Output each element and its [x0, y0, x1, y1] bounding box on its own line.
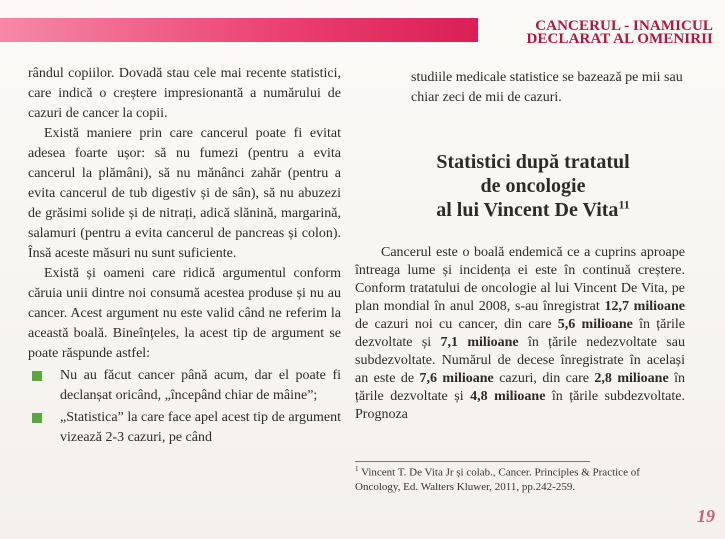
heading-line-3-text: al lui Vincent De Vita [436, 199, 619, 221]
body-text-7: în țările subdezvoltate. Prognoza [355, 389, 686, 422]
header-line-1: CANCERUL - INAMICUL [535, 18, 713, 34]
square-bullet-icon [32, 371, 42, 381]
body-text-4: în țările nedezvoltate sau subdezvoltate. Numărul de decese înregistrate în același an este de [355, 335, 685, 386]
left-paragraph-1: rândul copiilor. Dovadă stau cele mai recente statistici, care indică o creștere impresionantă a numărului de cazuri de cancer la copii. [28, 66, 341, 121]
section-heading [383, 150, 683, 222]
footnote-marker: 1 [355, 465, 359, 473]
right-column [355, 68, 685, 424]
running-header [483, 20, 713, 46]
heading-line-2: de oncologie [480, 175, 586, 197]
right-intro-text: studiile medicale statistice se bazează pe mii sau chiar zeci de mii de cazuri. [411, 70, 683, 105]
bullet-text-1: Nu au făcut cancer până acum, dar el poate fi declanșat oricând, „începând chiar de mâine”; [60, 368, 341, 403]
header-line-2: DECLARAT AL OMENIRII [526, 31, 713, 47]
body-text-3: în țările dezvoltate și [355, 317, 685, 350]
bold-value-3: 7,1 milioane [440, 335, 519, 350]
right-body-paragraph [355, 244, 685, 424]
bold-value-5: 2,8 milioane [594, 371, 669, 386]
heading-footnote-ref: 11 [618, 197, 630, 212]
heading-line-1: Statistici după tratatul [436, 151, 630, 173]
bullet-item-2 [28, 408, 341, 448]
bold-value-1: 12,7 milioane [604, 299, 685, 314]
header-bar [0, 18, 478, 42]
footnote [355, 462, 685, 494]
page-number: 19 [697, 506, 715, 526]
left-paragraph-3: Există și oameni care ridică argumentul conform căruia unii dintre noi consumă acestea produse și nu au cancer. Acest argument nu este valid când ne referim la această boală. Bineînțeles, la acest tip de argument se poate răspunde astfel: [28, 266, 341, 361]
bold-value-4: 7,6 milioane [419, 371, 494, 386]
bullet-item-1 [28, 366, 341, 406]
bullet-list [28, 366, 341, 448]
body-text-1: Cancerul este o boală endemică ce a cuprins aproape întreaga lume și incidența ei este în continuă creștere. Conform tratatului de oncologie al lui Vincent De Vita, pe plan mondial în anul 2008, s-au înregistrat [355, 245, 685, 314]
bold-value-2: 5,6 milioane [557, 317, 633, 332]
body-text-6: în țările dezvoltate și [355, 371, 685, 404]
heading-line-3 [383, 198, 683, 222]
bold-value-6: 4,8 milioane [470, 389, 546, 404]
footnote-text: Vincent T. De Vita Jr și colab., Cancer. Principles & Practice of Oncology, Ed. Walters Kluwer, 2011, pp.242-259. [355, 466, 640, 493]
square-bullet-icon [32, 413, 42, 423]
body-text-2: de cazuri noi cu cancer, din care [355, 317, 558, 332]
left-paragraph-2: Există maniere prin care cancerul poate fi evitat adesea foarte ușor: să nu fumezi (pentru a evita cancerul la plămâni), să nu mănânci zahăr (pentru a evita cancerul de tub digestiv și de sân), să nu abuzezi de grăsimi solide și de nitrați, adică slănină, margarină, salamuri (pentru a evita cancerul de pancreas și colon). Însă aceste măsuri nu sunt suficiente. [28, 126, 341, 261]
left-column [28, 64, 341, 448]
body-text-5: cazuri, din care [493, 371, 595, 386]
bullet-text-2: „Statistica” la care face apel acest tip de argument vizează 2-3 cazuri, pe când [60, 410, 341, 445]
